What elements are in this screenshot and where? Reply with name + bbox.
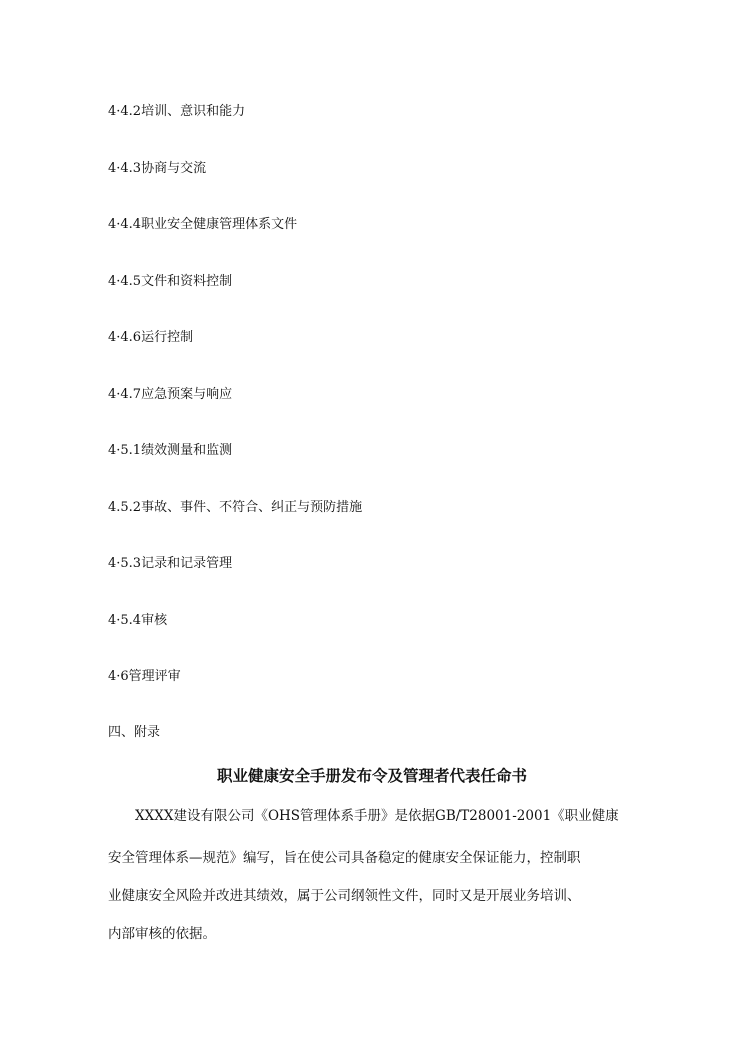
paragraph-line: XXXX建设有限公司《OHS管理体系手册》是依据GB/T28001-2001《职业健康 — [108, 808, 619, 824]
toc-item-appendix: 四、附录 — [108, 725, 161, 740]
toc-item-4-4-7: 4·4.7应急预案与响应 — [108, 387, 233, 402]
paragraph-line: 安全管理体系—规范》编写，旨在使公司具备稳定的健康安全保证能力，控制职 — [108, 850, 581, 866]
toc-item-4-4-2: 4·4.2培训、意识和能力 — [108, 104, 246, 119]
toc-item-4-5-2: 4.5.2事故、事件、不符合、纠正与预防措施 — [108, 500, 363, 515]
toc-item-4-4-6: 4·4.6运行控制 — [108, 330, 194, 345]
section-title: 职业健康安全手册发布令及管理者代表任命书 — [216, 766, 527, 785]
paragraph-line: 业健康安全风险并改进其绩效，属于公司纲领性文件，同时又是开展业务培训、 — [108, 888, 581, 904]
toc-item-4-5-4: 4·5.4审核 — [108, 613, 168, 628]
toc-item-4-4-4: 4·4.4职业安全健康管理体系文件 — [108, 217, 298, 232]
toc-item-4-6: 4·6管理评审 — [108, 669, 181, 684]
toc-item-4-4-5: 4·4.5文件和资料控制 — [108, 274, 233, 289]
paragraph-line: 内部审核的依据。 — [108, 926, 216, 942]
toc-item-4-5-3: 4·5.3记录和记录管理 — [108, 556, 233, 571]
toc-item-4-5-1: 4·5.1绩效测量和监测 — [108, 443, 233, 458]
toc-item-4-4-3: 4·4.3协商与交流 — [108, 161, 207, 176]
